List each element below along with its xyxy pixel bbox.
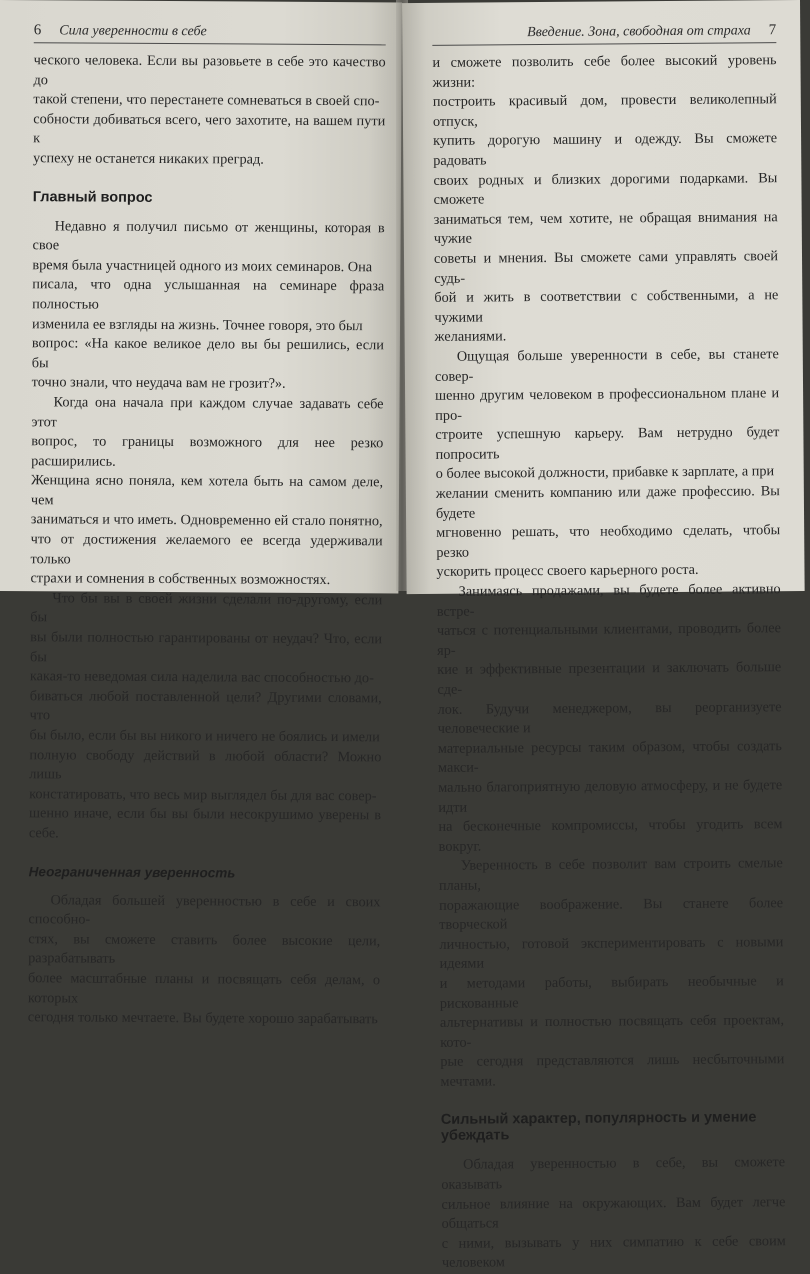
section-heading-main-question: Главный вопрос bbox=[32, 188, 153, 206]
right-running-title: Введение. Зона, свободная от страха bbox=[527, 23, 751, 41]
right-running-header bbox=[432, 22, 776, 46]
right-paragraph-3: Занимаясь продажами, вы будете более активно встре- чаться с потенциальными клиентами, проводить более яр- кие и эффективные презентации и заключать больше сде- лок. Будучи менеджером, вы реорганизуете человеческие и материальные ресурсы таким образом, чтобы создать макси- мально благоприятную деловую атмосферу, и не будете идти на бесконечные компромиссы, чтобы угодить всем вокруг. bbox=[436, 581, 783, 855]
left-paragraph-2: Когда она начала при каждом случае задавать себе этот вопрос, то границы возможного для нее резко расширились. Женщина ясно поняла, кем хотела быть на самом деле, чем заниматься и что иметь. Одновременно ей стало понятно, что от достижения желаемого ее всегда удерживали только страхи и сомнения в собственных возможностях. bbox=[30, 394, 384, 589]
subheading-unlimited-confidence: Неограниченная уверенность bbox=[28, 863, 236, 881]
right-page bbox=[402, 0, 805, 1272]
section-heading-strong-character: Сильный характер, популярность и умение убеждать bbox=[440, 1109, 757, 1145]
left-page-number: 6 bbox=[33, 22, 42, 39]
left-running-title: Сила уверенности в себе bbox=[59, 23, 207, 40]
left-page bbox=[0, 0, 402, 1028]
left-intro-paragraph: ческого человека. Если вы разовьете в себе это качество до такой степени, что перестанете сомневаться в своей спо- собности добиваться всего, чего захотите, на вашем пути к успеху не останется никаких преград. bbox=[32, 52, 386, 168]
left-paragraph-3: Что бы вы в своей жизни сделали по-другому, если бы вы были полностью гарантированы от неудач? Что, если бы какая-то неведомая сила наделила вас способностью до- биваться любой поставленной цели? Другими словами, что бы было, если бы вы никого и ничего не боялись и имели полную свободу действий в любой области? Можно лишь констатировать, что весь мир выглядел бы для вас совер- шенно иначе, если бы вы были несокрушимо уверены в себе. bbox=[28, 590, 383, 842]
right-page-number: 7 bbox=[768, 22, 777, 39]
right-paragraph-4: Уверенность в себе позволит вам строить смелые планы, поражающие воображение. Вы станете более творческой личностью, готовой экспериментировать с новыми идеями и методами работы, выбирать необычные и рискованные альтернативы и полностью посвящать себя проектам, кото- рые сегодня представляются лишь несбыточными мечтами. bbox=[438, 855, 785, 1090]
left-paragraph-1: Недавно я получил письмо от женщины, которая в свое время была участницей одного из моих семинаров. Она писала, что одна услышанная на семинаре фраза полностью изменила ее взгляды на жизнь. Точнее говоря, это был вопрос: «На какое великое дело вы бы решились, если бы точно знали, что неудача вам не грозит?». bbox=[31, 217, 385, 393]
left-paragraph-4: Обладая большей уверенностью в себе и своих способно- стях, вы сможете ставить более высокие цели, разрабатывать более масштабные планы и посвящать себя делам, о которых сегодня только мечтаете. Вы будете хорошо зарабатывать bbox=[27, 891, 381, 1028]
right-paragraph-5: Обладая уверенностью в себе, вы сможете оказывать сильное влияние на окружающих. Вам будет легче общаться с ними, вызывать у них симпатию к себе своим человеком bbox=[441, 1154, 786, 1272]
left-running-header bbox=[34, 22, 386, 45]
right-paragraph-2: Ощущая больше уверенности в себе, вы станете совер- шенно другим человеком в профессиональном плане и про- строите успешную карьеру. Вам нетрудно будет попросить о более высокой должности, прибавке к зарплате, а при желании сменить компанию или даже профессию. Вы будете мгновенно решать, что необходимо сделать, чтобы резко ускорить процесс своего карьерного роста. bbox=[434, 346, 781, 581]
right-paragraph-1: и сможете позволить себе более высокий уровень жизни: построить красивый дом, провести великолепный отпуск, купить дорогую машину и одежду. Вы сможете радовать своих родных и близких дорогими подарками. Вы сможете заниматься тем, чем хотите, не обращая внимания на чужие советы и мнения. Вы сможете сами управлять своей судь- бой и жить в соответствии с собственными, а не чужими желаниями. bbox=[432, 52, 779, 346]
